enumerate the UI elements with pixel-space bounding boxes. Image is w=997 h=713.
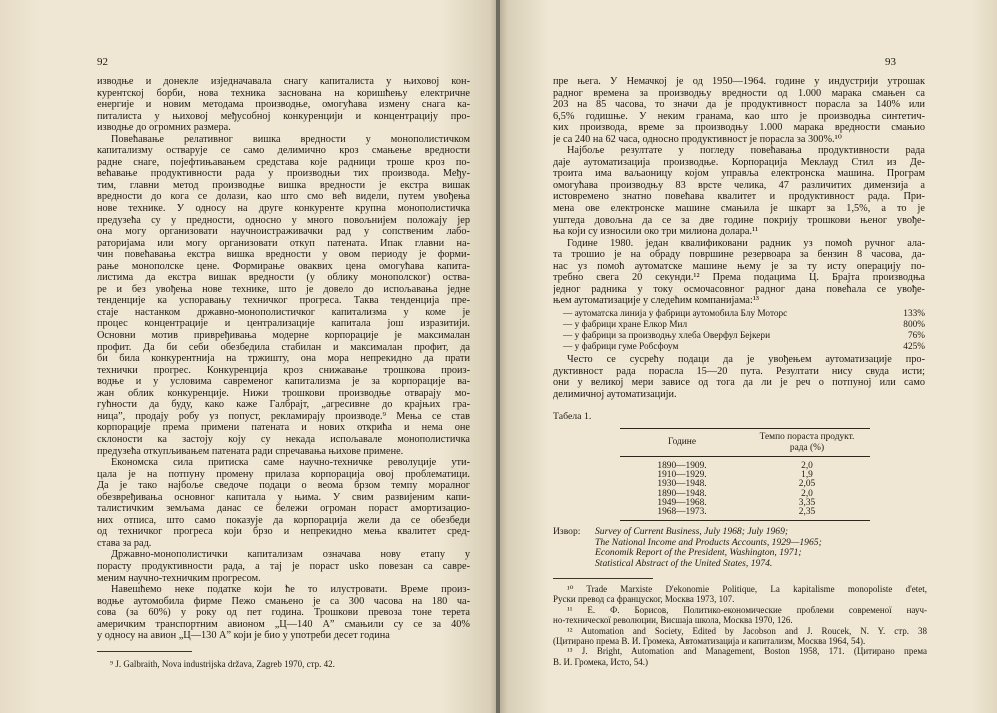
table-cell-years: 1890—1909. [657,461,707,471]
table-row [620,508,870,521]
table-header-rate: Темпо пораста продукт. рада (%) [744,429,870,457]
text-line: порасту продуктивности рада, а тај је пораст usko повезан са савре- [97,560,470,572]
table-source [553,527,953,569]
list-item [553,320,925,331]
text-line: америчким транспортним авионом „Ц—140 А” смањили су се за 40% [97,618,470,630]
text-line: чин повећавања екстра вишка вредности у овом периоду је форми- [97,249,470,261]
text-line: већавање продуктивности рада у производњи тих производа. Међу- [97,168,470,180]
text-line: требно свега 20 секунди.¹² Према подацима Ц. Брајта производња [553,272,925,284]
text-line: них отписа, што само показује да корпорација жели да се обезбеди [97,514,470,526]
text-line: Да је тако најбоље сведоче подаци о веома брзом темпу моралног [97,480,470,492]
text-line: Основни мотив привређивања модерне корпорације је максималан [97,330,470,342]
list-item-label: — аутоматска линија у фабрици аутомобила Блу Моторс [563,309,788,319]
page-number-left: 92 [97,56,108,68]
text-line: меним научно-техничким прогресом. [97,572,261,584]
list-item-label: — у фабрици гуме Робсфоум [563,342,679,352]
text-line: ња који су износили око три милиона долара.¹¹ [553,226,759,238]
text-line: Најбоље резултате у погледу повећавања продуктивности рада [567,145,925,157]
text-line: изводње до огромних размера. [97,122,231,134]
text-line: раторијама или могу организовати откуп патената. Ипак главни на- [97,237,470,249]
text-line: она могу организовати научноистраживачки рад у сопственим лабо- [97,226,470,238]
text-line: предузећа су у предности, односно у много повољнијем положају јер [97,214,470,226]
table-row [620,457,870,472]
list-item-value: 800% [903,320,925,330]
table-cell-rate: 1,9 [801,470,813,481]
text-line: водње и у условима савременог капитализма је за корпорације ва- [97,376,470,388]
text-line: даје аутоматизација производње. Корпорација Меклауд Стил из Де- [553,156,925,168]
text-line: стаје настанком државно-монополистичког капитализма у коме је [97,306,470,318]
text-line: ре и без увођења нове технике, што је довело до испољавања једне [97,283,470,295]
footnote-9: ⁹ J. Galbraith, Nova industrijska država, Zagreb 1970, стр. 42. [110,659,335,669]
table-header-years: Године [620,429,744,457]
text-line: курентској борби, нова техника заснована на коришћењу електричне [97,87,470,99]
text-line: 6,5% годишње. У неким гранама, као што је производња синтетич- [553,110,925,122]
text-line: талистичким земљама данас се бележи огроман пораст амортизацио- [97,503,470,515]
left-body-text [97,76,470,642]
text-line: 203 на 85 часова, то значи да је продуктивност порасла за 140% или [553,99,925,111]
right-body-text [553,76,925,307]
footnote-rule-left [97,651,192,652]
table-cell-years: 1949—1968. [657,497,707,508]
text-line: ких производа, време за производњу 1.000 марака вредности смањио [553,122,925,134]
text-line: обезвређивања основног капитала у њима. У свим развијеним капи- [97,491,470,503]
source-line: Survey of Current Business, July 1968; July 1969; [595,526,789,537]
source-line: Economik Report of the President, Washington, 1971; [595,547,802,559]
text-line: предузећа откупљивањем патената ради спречавања њихове примене. [97,445,404,457]
footnote-rule-right [553,578,653,579]
text-line: Државно-монополистички капитализам означава нову етапу у [111,549,470,561]
productivity-table [620,428,870,521]
right-page [500,0,997,713]
text-line: од техничког прогреса који брзо и непрекидно мења квалитет сред- [97,526,470,538]
text-line: изводње и донекле изједначавала снагу капиталиста у њиховој кон- [97,76,470,87]
text-line: у односу на авион „Ц—130 А” који је био у употреби десет година [97,630,390,642]
text-line: профит. Да би себи обезбедила стабилан и максималан профит, да [97,341,470,353]
text-line: истовремено знатно повећава квалитет и продуктивност рада. При- [553,191,925,203]
text-line: пре њега. У Немачкој је од 1950—1964. године у индустрији утрошак [553,76,925,87]
table-cell-rate: 2,05 [798,479,816,490]
footnote-line: (Цитирано према В. И. Громека, Автоматизација и капитализм, Москва 1964, 54). [553,635,866,646]
list-item [553,331,925,342]
text-line: мена ове електронске машине смањила је шкарт за 1,5%, а то је [553,203,925,215]
text-line: рање монополске цене. Формирање оваквих цена омогућава капита- [97,260,470,272]
text-line: Године 1980. један квалификовани радник уз помоћ ручног ала- [567,237,925,249]
text-line: корпорације према примени патената и нових открића и нема оне [97,422,470,434]
source-line: The National Income and Products Accounts, 1929—1965; [595,536,822,548]
text-line: је са 240 на 62 часа, односно продуктивност је порасла за 300%.¹⁰ [553,133,842,145]
list-item [553,309,925,320]
left-page [0,0,497,713]
text-line: ница”, продају робу уз попуст, рекламирају производе.⁹ Мења се став [97,410,470,422]
list-item-value: 425% [903,342,925,352]
company-list [553,309,925,353]
text-line: водње аутомобила фирме Пежо смањено је са 300 часова на 180 ча- [97,595,470,607]
text-line: Навешћемо неке податке који ће то илустровати. Време произ- [111,584,470,596]
footnote-line: ¹³ J. Bright, Automation and Management, Boston 1958, 171. (Цитирано према [567,646,927,657]
text-line: склоности ка застоју коју су некада испољавале монополистичка [97,433,470,445]
right-body-text-2 [553,354,925,400]
text-line: вредности до кога се долази, као што смо већ видели, путем увођења [97,191,470,203]
footnote-line: но-техническої революции, Висшаја школа, Москва 1970, 126. [553,615,793,626]
text-line: они у великој мери зависе од тога да ли је реч о потпуној или само [553,377,925,389]
table-cell-rate: 2,0 [801,488,813,499]
table-cell-years: 1890—1948. [657,488,707,499]
table-cell-rate: 3,35 [798,497,816,508]
footnotes-right [553,584,927,667]
list-item [553,342,925,353]
footnote-line: Руски превод са француског, Москва 1973, 107. [553,594,735,605]
text-line: гућности да буду, како каже Галбрајт, „агресивне до крајњих гра- [97,399,470,411]
list-item-label: — у фабрици за производњу хлеба Оверфул Бејкери [563,331,771,341]
text-line: уштеда довољна да се за две године покрију трошкови њеног увође- [553,214,925,226]
text-line: Често се сусрећу подаци да је увођењем аутоматизације про- [567,354,925,365]
text-line: Економска сила притиска саме научно-техничке револуције ути- [111,457,470,469]
table-cell-rate: 2,0 [801,461,813,471]
text-line: нас уз помоћ аутоматске машине њему је за ту исту операцију по- [553,260,925,272]
footnote-line: ¹⁰ Trade Marxiste D'ekonomie Politique, La kapitalisme monopoliste d'etet, [567,584,927,594]
text-line: та трошио је на обраду површине резервоара за бензин 8 часова, да- [553,249,925,261]
list-item-value: 133% [903,309,925,319]
text-line: сова (за 60%) у року од пет година. Трошкови превоза тоне терета [97,607,470,619]
text-line: цала је на потпуну промену прилаза корпорација овој проблематици. [97,468,470,480]
source-line: Statistical Abstract of the United States, 1974. [595,557,773,569]
list-item-label: — у фабрици хране Елкор Мил [563,320,688,330]
text-line: процес концентрације и централизације капитала још изразитији. [97,318,470,330]
text-line: једног радника у току осмочасовног радног дана повећала се увође- [553,283,925,295]
text-line: делимичној аутоматизацији. [553,388,677,400]
text-line: тим, главни метод производње вишка вредности је екстра вишак [97,179,470,191]
table-caption: Табела 1. [553,411,592,422]
text-line: листима да екстра вишак вредности (у облику монополског) оства- [97,272,470,284]
text-line: тенденције ка успоравању техничког прогреса. Таква тенденција пре- [97,295,470,307]
text-line: енергије и новим методама производње, омогућава измену снага ка- [97,99,470,111]
table-cell-years: 1930—1948. [657,479,707,490]
text-line: радног времена за производњу вредности од 1.000 марака смањен са [553,87,925,99]
text-line: технички прогрес. Конкуренција кроз снижавање трошкова произ- [97,364,470,376]
footnote-line: ¹¹ Е. Ф. Борисов, Политико-економические проблеми современої науч- [567,604,927,615]
text-line: омогућава производњу 83 врсте челика, 47 различитих димензија а [553,179,925,191]
text-line: Повећавање релативног вишка вредности у монополистичком [111,133,470,145]
text-line: капитализму остварује се само делимично кроз смањење вредности [97,145,470,157]
table-cell-rate: 2,35 [744,508,870,521]
text-line: троита има ваљаоницу којом управља електронска машина. Програм [553,168,925,180]
footnote-line: В. И. Громека, Исто, 54.) [553,656,648,667]
text-line: питалиста у њиховој међусобној конкуренцији и концентрацију про- [97,110,470,122]
text-line: жан облик конкуренције. Нижи трошкови производње отварају мо- [97,387,470,399]
text-line: дуктивност рада порасла 15—20 пута. Резултати нису свуда исти; [553,365,925,377]
list-item-value: 76% [907,331,925,341]
text-line: нове технике. У односу на друге конкуренте крупна монополистичка [97,203,470,215]
text-line: њем аутоматизације у следећим компанијама:¹³ [553,295,759,307]
table-cell-years: 1910—1929. [657,470,707,481]
page-number-right: 93 [885,56,896,68]
footnote-left [110,659,470,669]
table-cell-years: 1968—1973. [620,508,744,521]
source-label: Извор: [553,526,581,537]
text-line: става за рад. [97,537,152,549]
footnote-line: ¹² Automation and Society, Edited by Jacobson and J. Roucek, N. Y. стр. 38 [567,625,927,636]
text-line: радне снаге, појефтињавањем средстава које радници троше кроз по- [97,156,470,168]
text-line: би била конкурентнија на тржишту, она мора непрекидно да прати [97,353,470,365]
